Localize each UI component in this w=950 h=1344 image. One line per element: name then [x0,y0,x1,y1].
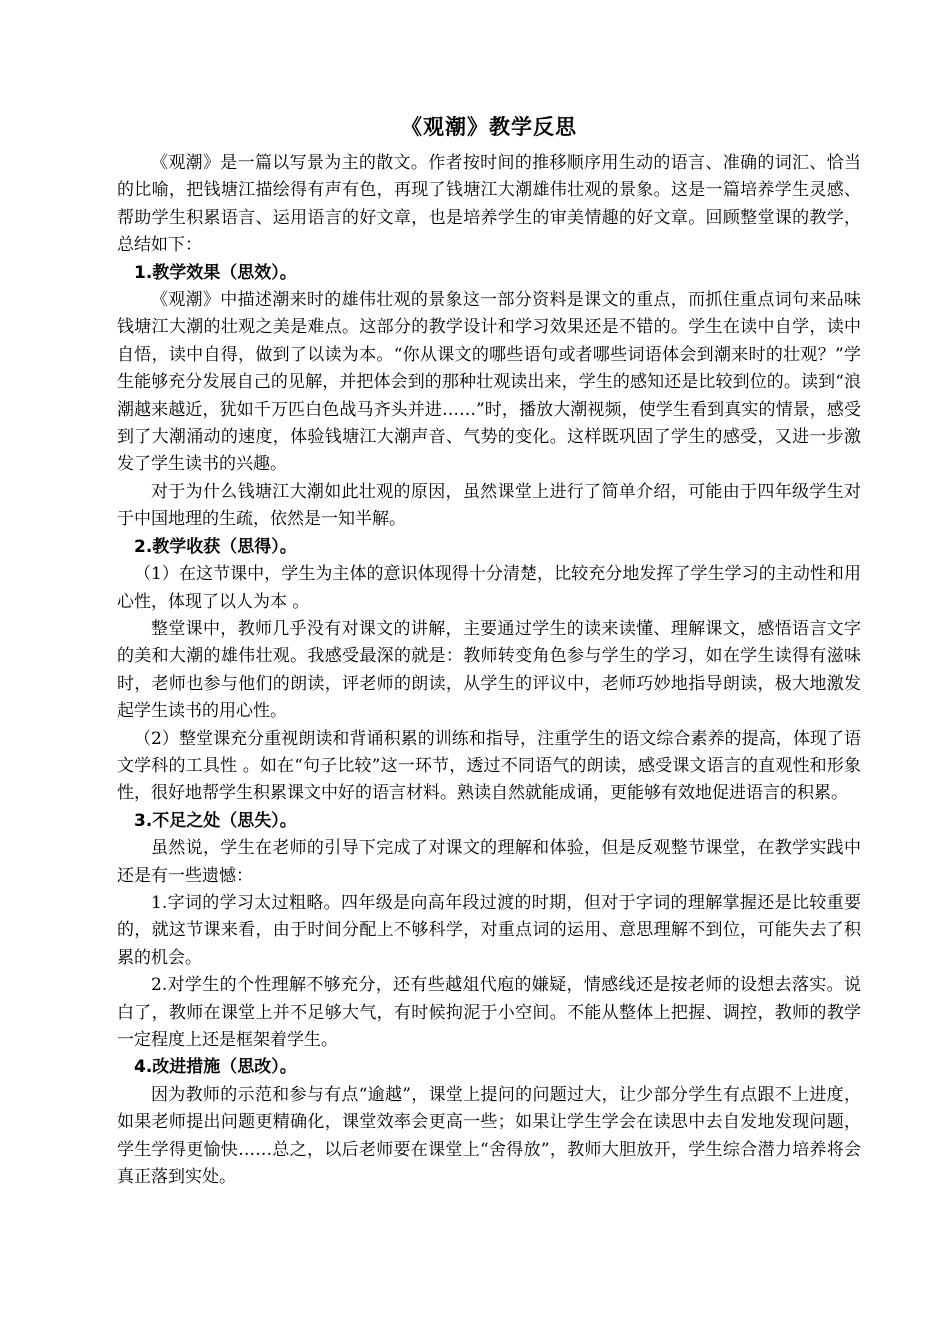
section-4-paragraph-1: 因为教师的示范和参与有点“逾越”，课堂上提问的问题过大，让少部分学生有点跟不上进度，如果老师提出问题更精确化，课堂效率会更高一些；如果让学生学会在读思中去自发地发现问题，学生学得更愉快……总之，以后老师要在课堂上“舍得放”，教师大胆放开，学生综合潜力培养将会真正落到实处。 [117,1084,861,1188]
section-1-paragraph-2: 对于为什么钱塘江大潮如此壮观的原因，虽然课堂上进行了简单介绍，可能由于四年级学生对于中国地理的生疏，依然是一知半解。 [117,481,861,530]
section-2-heading: 2.教学收获（思得）。 [134,536,297,557]
section-1-paragraph-1: 《观潮》中描述潮来时的雄伟壮观的景象这一部分资料是课文的重点，而抓住重点词句来品味钱塘江大潮的壮观之美是难点。这部分的教学设计和学习效果还是不错的。学生在读中自学，读中自悟，读中自得，做到了以读为本。“你从课文的哪些语句或者哪些词语体会到潮来时的壮观？”学生能够充分发展自己的见解，并把体会到的那种壮观读出来，学生的感知还是比较到位的。读到“浪潮越来越近，犹如千万匹白色战马齐头并进……”时，播放大潮视频，使学生看到真实的情景，感受到了大潮涌动的速度，体验钱塘江大潮声音、气势的变化。这样既巩固了学生的感受，又进一步激发了学生读书的兴趣。 [117,290,861,475]
section-1-heading: 1.教学效果（思效）。 [134,262,297,283]
document-page [117,112,861,1191]
section-3-paragraph-3: 2.对学生的个性理解不够充分，还有些越俎代庖的嫌疑，情感线还是按老师的设想去落实。说白了，教师在课堂上并不足够大气，有时候拘泥于小空间。不能从整体上把握、调控，教师的教学一定程度上还是框架着学生。 [117,975,861,1050]
section-2-paragraph-2: 整堂课中，教师几乎没有对课文的讲解，主要通过学生的读来读懂、理解课文，感悟语言文字的美和大潮的雄伟壮观。我感受最深的就是：教师转变角色参与学生的学习，如在学生读得有滋味时，老师也参与他们的朗读，评老师的朗读，从学生的评议中，老师巧妙地指导朗读，极大地激发起学生读书的用心性。 [117,618,861,722]
section-3-heading: 3.不足之处（思失）。 [134,810,297,831]
section-4-heading: 4.改进措施（思改）。 [134,1057,297,1078]
document-title: 《观潮》教学反思 [401,115,577,139]
section-3-paragraph-1: 虽然说，学生在老师的引导下完成了对课文的理解和体验，但是反观整节课堂，在教学实践中还是有一些遗憾： [117,838,861,886]
section-3-paragraph-2: 1.字词的学习太过粗略。四年级是向高年段过渡的时期，但对于字词的理解掌握还是比较重要的，就这节课来看，由于时间分配上不够科学，对重点词的运用、意思理解不到位，可能失去了积累的机会。 [117,892,861,968]
section-2-paragraph-3: （2）整堂课充分重视朗读和背诵积累的训练和指导，注重学生的语文综合素养的提高，体现了语文学科的工具性 。如在“句子比较”这一环节，透过不同语气的朗读，感受课文语言的直观性和形象性，很好地帮学生积累课文中好的语言材料。熟读自然就能成诵，更能够有效地促进语言的积累。 [117,728,861,804]
section-2-paragraph-1: （1）在这节课中，学生为主体的意识体现得十分清楚，比较充分地发挥了学生学习的主动性和用心性，体现了以人为本 。 [117,564,861,612]
intro-paragraph: 《观潮》是一篇以写景为主的散文。作者按时间的推移顺序用生动的语言、准确的词汇、恰当的比喻，把钱塘江描绘得有声有色，再现了钱塘江大潮雄伟壮观的景象。这是一篇培养学生灵感、帮助学生积累语言、运用语言的好文章，也是培养学生的审美情趣的好文章。回顾整堂课的教学，总结如下： [117,153,861,256]
